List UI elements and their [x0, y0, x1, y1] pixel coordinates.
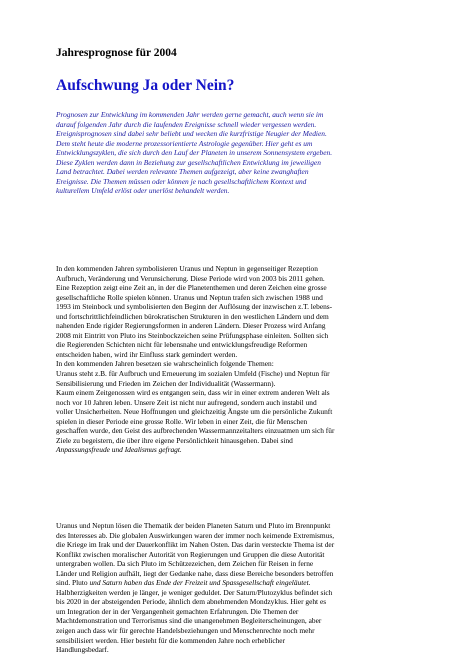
body-line: um Integration der in der Vergangenheit gemachten Erfahrungen. Die Themen der [56, 606, 299, 616]
body-paragraph-2 [56, 521, 428, 655]
intro-line: Ereignisse. Die Themen müssen oder können je nach gesellschaftlichem Kontext und [56, 176, 307, 186]
intro-line: Diese Zyklen werden dann in Beziehung zur gesellschaftlichen Entwicklung im jeweiligen [56, 157, 321, 167]
body-text: sind. Pluto [56, 578, 88, 588]
body-line: die Regierenden Schichten nicht für lebensnahe und entwicklungsfreudige Reformen [56, 340, 308, 350]
body-line: die Kriege im Irak und der Dauerkonflikt im Nahen Osten. Das darin versteckte Thema ist der [56, 540, 335, 550]
intro-line: Prognosen zur Entwicklung im kommenden Jahr werden gerne gemacht, auch wenn sie im [56, 110, 324, 119]
body-line: Konflikt zwischen moralischer Autorität von Regierungen und Gruppen die diese Autorität [56, 549, 325, 559]
body-line: Ziele zu begeistern, die über ihre eigene Persönlichkeit hinausgehen. Dabei sind [56, 435, 293, 445]
body-line: geschaffen wurde, den Geist des aufbrechenden Wassermannzeitalters einzuatmen um sich für [56, 426, 335, 436]
body-line: noch vor 10 Jahren leben. Unsere Zeit ist nicht nur aufregend, sondern auch instabil und [56, 397, 317, 407]
intro-line: Land betrachtet. Dabei werden relevante Themen aufgezeigt, aber keine zwanghaften [56, 167, 309, 177]
document-title: Aufschwung Ja oder Nein? [56, 77, 235, 94]
body-line: Aufbruch, Veränderung und Verunsicherung. Diese Periode wird von 2003 bis 2011 gehen. [56, 273, 325, 283]
body-line: Uranus und Neptun lösen die Thematik der beiden Planeten Saturn und Pluto im Brennpunkt [56, 521, 331, 530]
body-line: Sensibilisierung und Frieden im Zeichen der Individualität (Wassermann). [56, 378, 276, 388]
body-line: und fortschrittlichfeindlichen bürokratischen Strukturen in den westlichen Ländern und dem [56, 311, 329, 321]
intro-paragraph [56, 110, 428, 196]
document-subtitle: Jahresprognose für 2004 [56, 47, 177, 59]
body-line: Kaum einem Zeitgenossen wird es entgangen sein, dass wir in einer extrem anderen Welt als [56, 388, 330, 398]
body-line: gesellschaftliche Rolle spielen können. Uranus und Neptun trafen sich zwischen 1988 und [56, 292, 323, 302]
body-line: Machtdemonstration und Terrorismus sind die unangenehmen Begleiterscheinungen, aber [56, 616, 322, 626]
body-line: des Interesses ab. Die globalen Auswirkungen waren der immer noch keimende Extremismus, [56, 530, 335, 540]
body-line: zeigen auch dass wir für gerechte Handelsbeziehungen und Menschenrechte noch mehr [56, 626, 315, 636]
body-line: Länder und Religion aufhält, liegt der Gedanke nahe, dass diese Bereiche besonders betroffen [56, 568, 334, 578]
body-line: bis 2020 in der absteigenden Periode, ähnlich dem abnehmenden Mondzyklus. Hier geht es [56, 597, 327, 607]
intro-line: darauf folgenden Jahr durch die laufenden Ereignisse schnell wieder vergessen werden. [56, 119, 317, 129]
body-line: untergraben wollen. Da sich Pluto im Schützezeichen, dem Zeichen für Reisen in ferne [56, 559, 314, 569]
body-line: 2008 mit Eintritt von Pluto ins Steinbockzeichen seine Prüfungsphase einleiten. Sollten sich [56, 330, 329, 340]
body-line: nahenden Ende rigider Regierungsformen in anderen Ländern. Dieser Prozess wird Anfang [56, 321, 326, 331]
body-text-italic: und Saturn haben das Ende der Freizeit und Spassgesellschaft eingeläutet. [87, 578, 311, 588]
intro-line: kulturellem Umfeld erlöst oder unerlöst behandelt werden. [56, 186, 230, 196]
body-line: In den kommenden Jahren symbolisieren Uranus und Neptun in gegenseitiger Rezeption [56, 264, 318, 273]
body-line-italic: Anpassungsfreude und Idealismus gefragt. [56, 445, 182, 455]
intro-line: Dem steht heute die moderne prozessorientierte Astrologie gegenüber. Hier geht es um [56, 138, 313, 148]
body-line: Eine Rezeption zeigt eine Zeit an, in der die Planetenthemen und deren Zeichen eine grosse [56, 283, 327, 293]
body-line: In den kommenden Jahren besetzen sie wahrscheinlich folgende Themen: [56, 359, 274, 369]
body-line: voller Unsicherheiten. Neue Hoffnungen und gleichzeitig Ängste um die persönliche Zukunft [56, 407, 333, 417]
body-line-mixed [56, 578, 428, 588]
body-line: Handlungsbedarf. [56, 645, 109, 655]
body-line: Halbherzigkeiten werden je länger, je weniger geduldet. Der Saturn/Plutozyklus befindet sich [56, 587, 333, 597]
body-paragraph-1 [56, 264, 428, 455]
body-line: entscheiden haben, wird ihr Einfluss stark gemindert werden. [56, 349, 238, 359]
body-line: 1993 im Steinbock und symbolisierten den Beginn der Auflösung der inzwischen z.T. lebens- [56, 302, 333, 312]
body-line: Uranus steht z.B. für Aufbruch und Erneuerung im sozialen Umfeld (Fische) und Neptun für [56, 369, 330, 379]
intro-line: Ereignisprognosen sind dabei sehr beliebt und wecken die kurzfristige Neugier der Medien. [56, 129, 327, 139]
body-line: sensibilisiert werden. Hier besteht für die kommenden Jahre noch erheblicher [56, 635, 286, 645]
body-line: spielen in dieser Periode eine grosse Rolle. Wir leben in einer Zeit, die für Menschen [56, 416, 308, 426]
intro-line: Entwicklungszyklen, die sich durch den Lauf der Planeten in unserem Sonnensystem ergeben. [56, 148, 333, 158]
